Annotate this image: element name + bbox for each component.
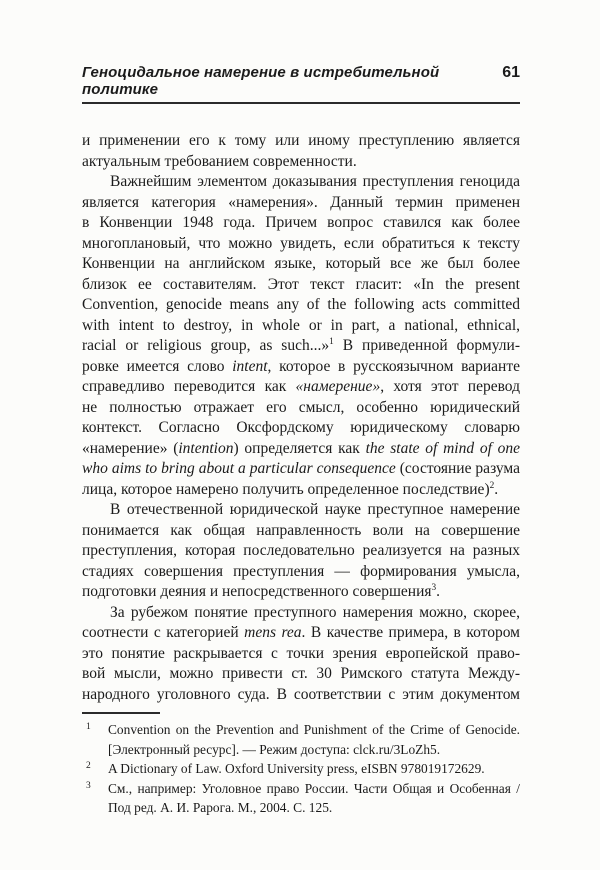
text-line <box>82 316 520 337</box>
text-run: ровке имеется слово <box>82 357 233 375</box>
footnote-marker: 3 <box>431 582 437 593</box>
text-run: За рубежом понятие преступного намерения можно, скорее, <box>110 603 520 621</box>
text-line <box>82 521 520 542</box>
page-number: 61 <box>502 64 520 81</box>
text-run: это понятие раскрывается с точки зрения европейской право- <box>82 644 520 662</box>
text-run: стадиях совершения преступления — формирования умысла, <box>82 562 520 580</box>
body-paragraph <box>82 131 520 172</box>
running-header <box>82 64 520 104</box>
text-line <box>82 193 520 214</box>
footnote <box>82 779 520 818</box>
footnote-number: 3 <box>86 780 91 791</box>
italic-text: who aims to bring about a particular consequence <box>82 460 396 477</box>
text-line <box>82 131 520 152</box>
footnote-line: Под ред. А. И. Рарога. М., 2004. С. 125. <box>108 800 333 816</box>
text-line <box>82 562 520 583</box>
text-run: . В качестве примера, в котором <box>301 624 520 641</box>
text-run: и применении его к тому или иному преступлению является <box>82 132 520 149</box>
text-line <box>82 275 520 296</box>
footnote <box>82 759 520 779</box>
body-paragraph <box>82 172 520 500</box>
text-run: В отечественной юридической науке преступное намерение <box>110 501 520 518</box>
footnote-line: A Dictionary of Law. Oxford University press, eISBN 978019172629. <box>108 761 485 777</box>
text-line <box>82 234 520 255</box>
text-run: справедливо переводится как <box>82 378 296 395</box>
text-line <box>82 459 520 480</box>
text-run: with intent to destroy, in whole or in part, a national, ethnical, <box>82 316 520 334</box>
text-run: , хотя этот перевод <box>380 378 520 395</box>
text-run: Конвенции на английском языке, который все же был более <box>82 255 520 272</box>
text-line <box>82 480 520 501</box>
body-text <box>82 131 520 705</box>
text-run: народного уголовного суда. В соответствии с этим документом <box>82 685 520 703</box>
italic-text: mens rea <box>244 624 302 641</box>
text-line <box>82 664 520 685</box>
text-run: В приведенной формули- <box>333 337 521 354</box>
text-line <box>82 295 520 316</box>
text-line <box>82 685 520 706</box>
text-run: вой мысли, можно привести ст. 30 Римского статута Между- <box>82 665 520 682</box>
italic-text: intention <box>178 439 234 457</box>
text-line <box>82 152 520 173</box>
text-run: контекст. Согласно Оксфордскому юридическому словарю <box>82 419 520 436</box>
footnote-number: 2 <box>86 761 91 772</box>
text-line <box>82 439 520 460</box>
text-run: не полностью отражает его смысл, особенно юридический <box>82 398 520 416</box>
text-line <box>82 500 520 521</box>
text-line <box>82 213 520 234</box>
footnote-number: 1 <box>86 722 91 732</box>
footnote-line: См., например: Уголовное право России. Части Общая и Особенная / <box>108 780 520 796</box>
text-run: , которое в русскоязычном варианте <box>267 357 520 375</box>
footnote-line: [Электронный ресурс]. — Режим доступа: clck.ru/3LoZh5. <box>108 741 441 757</box>
text-run: многоплановый, что можно увидеть, если обратиться к тексту <box>82 234 520 252</box>
text-run: является категория «намерения». Данный термин применен <box>82 193 520 211</box>
body-paragraph <box>82 603 520 706</box>
text-run: Convention, genocide means any of the following acts committed <box>82 296 520 313</box>
text-run: преступления, которая последовательно реализуется на разных <box>82 542 520 559</box>
text-run: (состояние разума <box>395 460 520 477</box>
italic-text: the state of mind of one <box>365 439 521 457</box>
footnotes <box>82 720 520 818</box>
text-line <box>82 172 520 193</box>
text-line <box>82 644 520 665</box>
text-run: . <box>436 583 441 600</box>
text-line <box>82 377 520 398</box>
text-line <box>82 398 520 419</box>
text-line <box>82 336 520 357</box>
text-line <box>82 254 520 275</box>
text-line <box>82 623 520 644</box>
footnote-marker: 2 <box>489 480 495 491</box>
text-run: лица, которое намерено получить определенное последствие) <box>82 480 490 498</box>
text-run: racial or religious group, as such...» <box>82 337 330 354</box>
text-run: ) определяется как <box>233 439 366 457</box>
text-run: Важнейшим элементом доказывания преступления геноцида <box>110 173 520 190</box>
footnote-line: Convention on the Prevention and Punishment of the Crime of Genocide. <box>108 722 520 737</box>
text-run: соотнести с категорией <box>82 624 245 641</box>
footnote-separator <box>82 712 160 714</box>
footnote <box>82 720 520 759</box>
text-line <box>82 418 520 439</box>
running-title: Геноцидальное намерение в истребительной политике <box>82 64 440 98</box>
italic-text: «намерение» <box>295 378 381 395</box>
text-line <box>82 582 520 603</box>
text-run: «намерение» ( <box>82 439 179 457</box>
text-run: актуальным требованием современности. <box>82 152 357 170</box>
text-run: близок ее составителям. Этот текст гласит: «In the present <box>82 275 520 293</box>
footnote-marker: 1 <box>329 336 334 347</box>
text-run: понимается как общая направленность воли на совершение <box>82 521 520 539</box>
text-run: подготовки деяния и непосредственного совершения <box>82 583 432 600</box>
text-line <box>82 541 520 562</box>
text-run: в Конвенции 1948 года. Причем вопрос ставился как более <box>82 214 520 231</box>
body-paragraph <box>82 500 520 603</box>
italic-text: intent <box>232 357 268 375</box>
text-run: . <box>494 480 499 498</box>
text-line <box>82 357 520 378</box>
text-line <box>82 603 520 624</box>
